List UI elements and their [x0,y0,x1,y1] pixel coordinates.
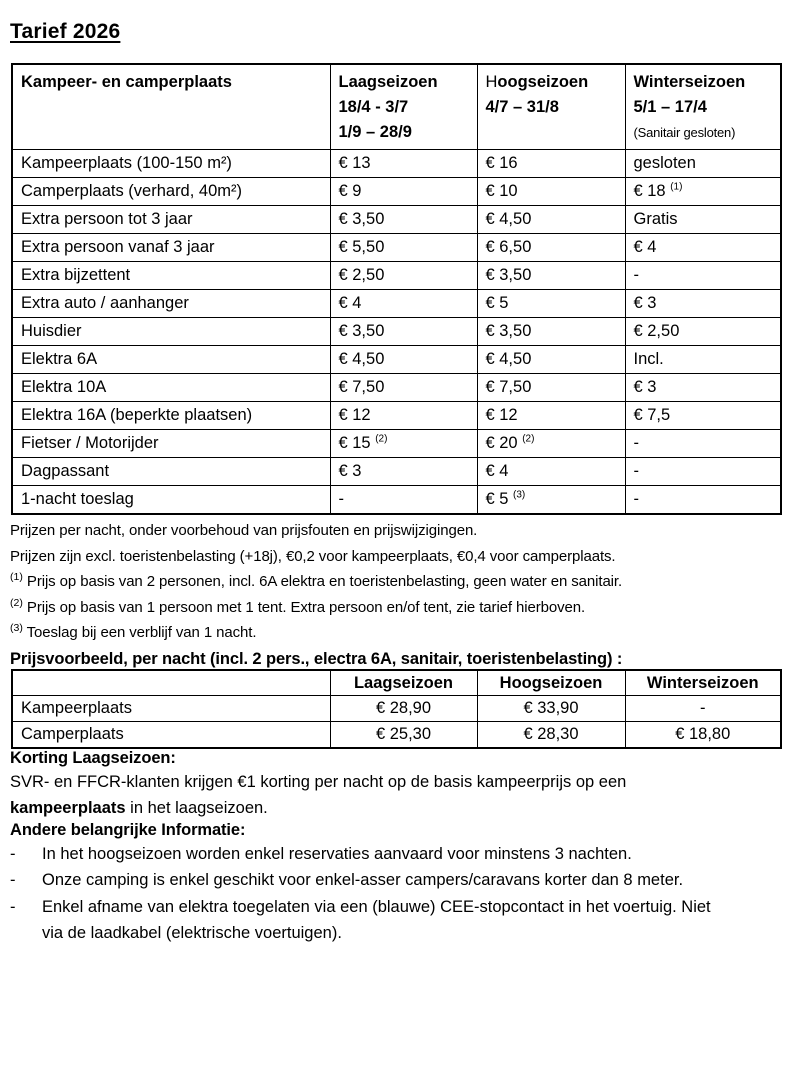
tariff-row [12,206,781,234]
price-example-label: Kampeerplaats [12,695,330,721]
winterseizoen-title: Winterseizoen [633,73,746,91]
header-kampeerplaats [12,64,330,150]
tariff-price-cell: € 5 [477,290,625,318]
price-example-value: € 25,30 [330,721,477,748]
price-example-header-row [12,670,781,696]
footnote-line: Prijzen zijn excl. toeristenbelasting (+18j), €0,2 voor kampeerplaats, €0,4 voor camperplaats. [10,547,616,565]
tariff-price-cell: € 9 [330,178,477,206]
price-example-label: Camperplaats [12,721,330,748]
tariff-row [12,318,781,346]
hoogseizoen-title [486,70,617,95]
price-example-col-header: Hoogseizoen [477,670,625,696]
header-hoogseizoen [477,64,625,150]
footnote-line: Prijzen per nacht, onder voorbehoud van prijsfouten en prijswijzigingen. [10,522,478,539]
tariff-price-cell: € 3 [625,290,781,318]
footnotes-block [10,522,780,643]
tariff-price-cell: € 3,50 [477,318,625,346]
tariff-row [12,346,781,374]
tariff-price-cell: € 7,50 [477,374,625,402]
page-title: Tarief 2026 [10,20,121,43]
discount-text [10,769,740,821]
header-winterseizoen [625,64,781,150]
price-example-value: € 18,80 [625,721,781,748]
tariff-price-cell: € 4 [330,290,477,318]
tariff-price-cell: € 7,5 [625,402,781,430]
header-kampeerplaats-label: Kampeer- en camperplaats [21,73,232,91]
tariff-price-cell: € 16 [477,150,625,178]
tariff-price-cell: € 15 $^{(2)}$ [330,430,477,458]
tariff-row [12,290,781,318]
tariff-row [12,374,781,402]
info-bullet [10,867,780,894]
hoogseizoen-dates: 4/7 – 31/8 [485,98,559,116]
tariff-price-cell: € 10 [477,178,625,206]
header-laagseizoen [330,64,477,150]
tariff-price-cell: gesloten [625,150,781,178]
info-bullet [10,894,780,947]
bullet-marker: - [10,844,16,863]
discount-heading: Korting Laagseizoen: [10,748,176,767]
footnote-marker: (3) [10,622,23,634]
tariff-price-cell: € 3,50 [330,318,477,346]
tariff-price-cell: € 4 [625,234,781,262]
discount-text-before: SVR- en FFCR-klanten krijgen €1 korting per nacht op de basis kampeerprijs op een [10,772,627,791]
tariff-price-cell: - [625,486,781,515]
bullet-text: Enkel afname van elektra toegelaten via een (blauwe) CEE-stopcontact in het voertuig. Niet via de laadkabel (elektrische voertuigen). [42,897,711,942]
tariff-item-label: Dagpassant [12,458,330,486]
footnote-ref: (2) [375,433,388,445]
tariff-price-cell: € 5,50 [330,234,477,262]
price-example-col-header [12,670,330,696]
price-example-value: - [625,695,781,721]
bullet-marker: - [10,871,16,889]
tariff-price-cell: € 12 [330,402,477,430]
tariff-price-cell: Gratis [625,206,781,234]
footnote-line: $^{(1)}$ Prijs op basis van 2 personen, incl. 6A elektra en toeristenbelasting, geen water en sanitair. [10,571,623,590]
info-bullet [10,841,780,868]
tariff-price-cell: € 4 [477,458,625,486]
tariff-price-cell: € 3,50 [477,262,625,290]
laagseizoen-dates-2: 1/9 – 28/9 [338,123,412,141]
price-example-heading: Prijsvoorbeeld, per nacht (incl. 2 pers., electra 6A, sanitair, toeristenbelasting) : [10,649,623,668]
bullet-text: Onze camping is enkel geschikt voor enkel-asser campers/caravans korter dan 8 meter. [42,871,684,889]
tariff-price-cell: - [625,430,781,458]
footnote-marker: (2) [10,596,23,609]
tariff-item-label: 1-nacht toeslag [12,486,330,515]
tariff-price-cell: € 3,50 [330,206,477,234]
other-info-heading: Andere belangrijke Informatie: [10,820,246,839]
tariff-row [12,178,781,206]
winterseizoen-note: (Sanitair gesloten) [633,125,736,140]
tariff-price-cell: - [330,486,477,515]
laagseizoen-dates-1: 18/4 - 3/7 [338,98,409,116]
price-example-table [11,669,782,749]
tariff-price-cell: € 20 $^{(2)}$ [477,430,625,458]
tariff-price-cell: € 6,50 [477,234,625,262]
tariff-item-label: Elektra 10A [12,374,330,402]
bullet-marker: - [10,897,16,916]
tariff-row [12,402,781,430]
tariff-row [12,458,781,486]
tariff-item-label: Extra bijzettent [12,262,330,290]
tariff-item-label: Elektra 16A (beperkte plaatsen) [12,402,330,430]
tariff-item-label: Fietser / Motorijder [12,430,330,458]
price-example-row [12,721,781,748]
footnote-ref: (2) [522,433,535,445]
tariff-price-cell: € 2,50 [625,318,781,346]
footnote-ref: (1) [670,181,683,193]
price-example-value: € 33,90 [477,695,625,721]
tariff-item-label: Extra persoon tot 3 jaar [12,206,330,234]
tariff-row [12,234,781,262]
laagseizoen-title: Laagseizoen [338,73,438,91]
tariff-price-cell: € 4,50 [477,206,625,234]
hoogseizoen-title-rest: oogseizoen [497,73,589,91]
tariff-price-cell: € 7,50 [330,374,477,402]
price-example-col-header: Winterseizoen [625,670,781,696]
tariff-price-cell: € 4,50 [477,346,625,374]
winterseizoen-dates: 5/1 – 17/4 [633,98,707,116]
bullet-text: In het hoogseizoen worden enkel reservaties aanvaard voor minstens 3 nachten. [42,844,632,863]
tariff-price-cell: - [625,458,781,486]
tariff-row [12,262,781,290]
tariff-table [11,63,782,515]
tariff-price-cell: € 18 $^{(1)}$ [625,178,781,206]
tariff-price-cell: € 4,50 [330,346,477,374]
tariff-price-cell: € 3 [330,458,477,486]
tariff-item-label: Kampeerplaats (100-150 m²) [12,150,330,178]
tariff-item-label: Camperplaats (verhard, 40m²) [12,178,330,206]
footnote-line: $^{(3)}$ Toeslag bij een verblijf van 1 nacht. [10,622,257,641]
tariff-row [12,430,781,458]
other-info-list [10,841,780,947]
tariff-price-cell: € 12 [477,402,625,430]
discount-text-bold: kampeerplaats [10,798,126,817]
tariff-item-label: Huisdier [12,318,330,346]
footnote-line: $^{(2)}$ Prijs op basis van 1 persoon met 1 tent. Extra persoon en/of tent, zie tarief hierboven. [10,596,586,616]
tariff-header-row [12,64,781,150]
tariff-price-cell: € 5 $^{(3)}$ [477,486,625,515]
tariff-row [12,486,781,515]
hoogseizoen-title-initial: H [485,73,498,91]
price-example-value: € 28,30 [477,721,625,748]
price-example-col-header: Laagseizoen [330,670,477,696]
discount-text-after: in het laagseizoen. [125,798,268,817]
price-example-row [12,695,781,721]
price-example-value: € 28,90 [330,695,477,721]
footnote-marker: (1) [10,571,23,583]
tariff-item-label: Elektra 6A [12,346,330,374]
tariff-item-label: Extra persoon vanaf 3 jaar [12,234,330,262]
footnote-ref: (3) [513,489,526,501]
tariff-price-cell: - [625,262,781,290]
tariff-row [12,150,781,178]
tariff-price-cell: € 3 [625,374,781,402]
tariff-price-cell: € 2,50 [330,262,477,290]
tariff-price-cell: Incl. [625,346,781,374]
tariff-price-cell: € 13 [330,150,477,178]
tariff-item-label: Extra auto / aanhanger [12,290,330,318]
